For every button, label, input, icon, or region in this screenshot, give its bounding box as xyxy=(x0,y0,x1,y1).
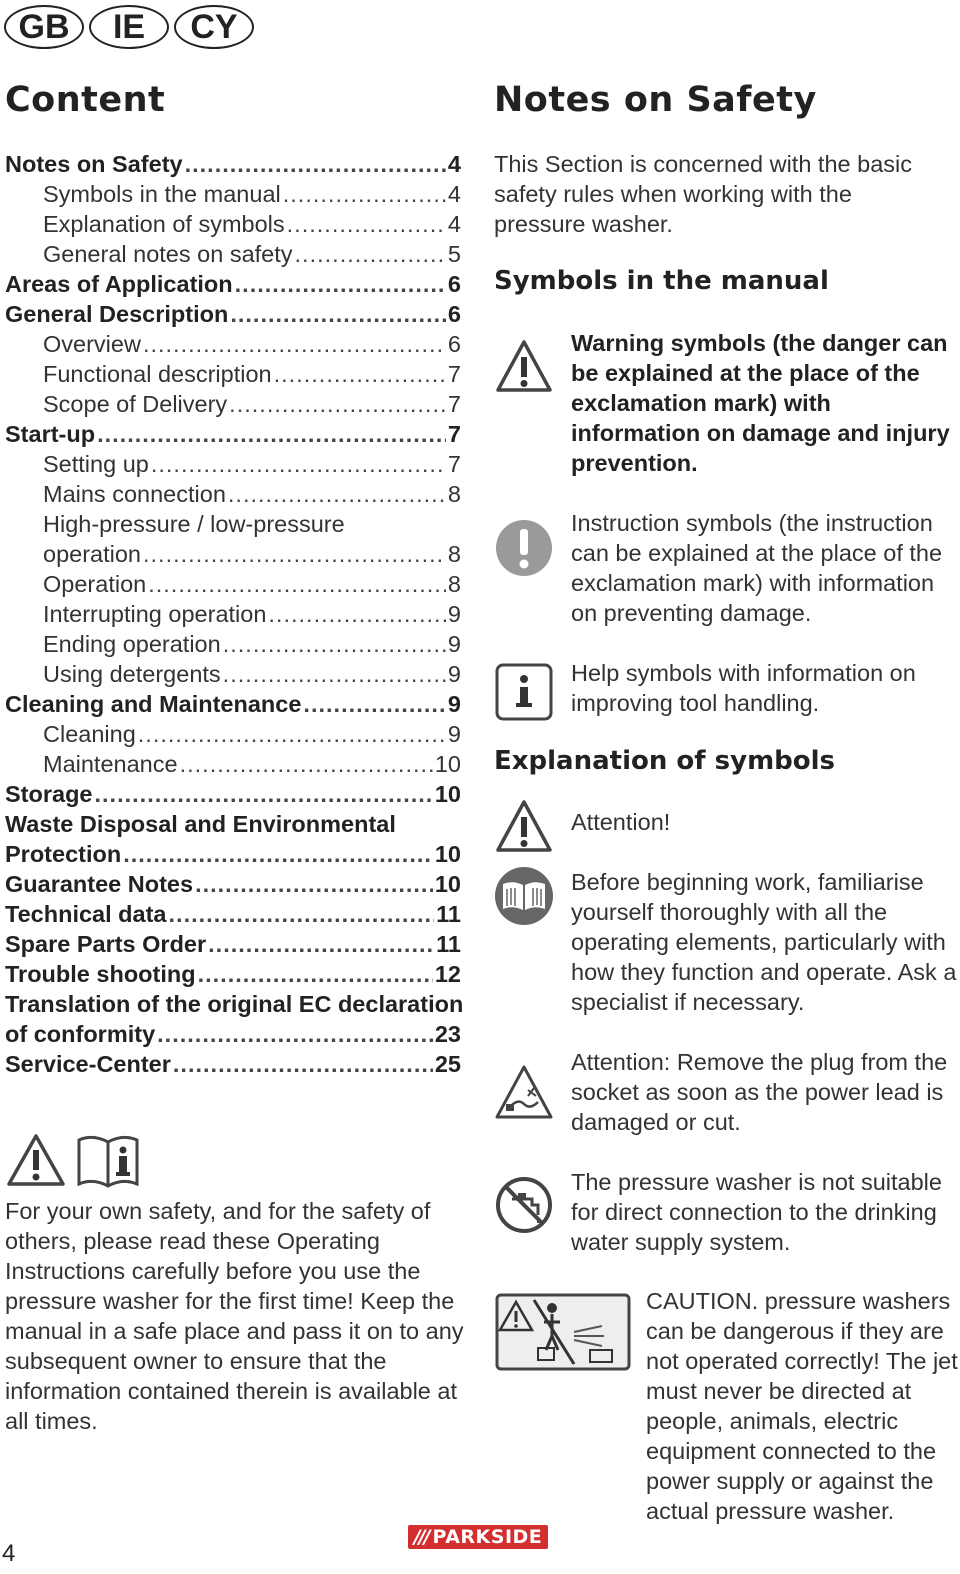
toc-entry-title: Symbols in the manual xyxy=(43,181,281,207)
toc-entry-page: 8 xyxy=(447,541,461,567)
toc-dot-leader xyxy=(143,329,446,359)
toc-entry-title: Technical data xyxy=(5,901,167,927)
toc-entry-title: Interrupting operation xyxy=(43,601,267,627)
toc-entry-title: Setting up xyxy=(43,451,149,477)
toc-dot-leader xyxy=(138,719,446,749)
toc-dot-leader xyxy=(223,659,446,689)
toc-dot-leader xyxy=(274,359,446,389)
toc-entry[interactable] xyxy=(5,629,461,659)
toc-dot-leader xyxy=(151,449,446,479)
explanation-row-caution xyxy=(494,1288,958,1524)
toc-dot-leader xyxy=(303,689,446,719)
toc-dot-leader xyxy=(185,149,446,179)
toc-entry[interactable] xyxy=(5,899,461,929)
toc-entry-title: Scope of Delivery xyxy=(43,391,228,417)
read-manual-icons xyxy=(5,1132,141,1188)
toc-entry[interactable] xyxy=(5,239,461,269)
toc-dot-leader xyxy=(208,929,434,959)
toc-entry-title: Areas of Application xyxy=(5,271,233,297)
toc-entry-title: Service-Center xyxy=(5,1051,171,1077)
toc-dot-leader xyxy=(195,869,433,899)
symbols-in-manual-heading: Symbols in the manual xyxy=(494,266,829,296)
toc-entry[interactable] xyxy=(5,989,464,1019)
toc-entry-title: Mains connection xyxy=(43,481,226,507)
toc-dot-leader xyxy=(287,209,446,239)
toc-entry-title: Protection xyxy=(5,841,122,867)
toc-dot-leader xyxy=(268,599,446,629)
toc-entry[interactable] xyxy=(5,179,461,209)
toc-entry-title: Explanation of symbols xyxy=(43,211,285,237)
language-badges xyxy=(4,5,254,49)
damaged-cable-warning-icon xyxy=(494,1062,554,1122)
toc-entry-page: 6 xyxy=(447,301,461,327)
toc-entry[interactable] xyxy=(5,1019,461,1049)
toc-entry[interactable] xyxy=(5,959,461,989)
toc-entry-title: Maintenance xyxy=(43,751,178,777)
toc-dot-leader xyxy=(97,419,446,449)
toc-entry-title: General notes on safety xyxy=(43,241,293,267)
read-manual-book-icon xyxy=(494,866,554,926)
toc-entry-page: 8 xyxy=(447,481,461,507)
toc-entry[interactable] xyxy=(5,689,461,719)
toc-entry-page: 9 xyxy=(447,691,461,717)
toc-entry-title: Translation of the original EC declaration xyxy=(5,991,464,1017)
toc-dot-leader xyxy=(148,569,446,599)
toc-entry[interactable] xyxy=(5,269,461,299)
drinking-water-text: The pressure washer is not suitable for direct connection to the drinking water supply system. xyxy=(571,1169,942,1255)
toc-entry-title: Cleaning and Maintenance xyxy=(5,691,302,717)
toc-dot-leader xyxy=(283,179,446,209)
toc-entry[interactable] xyxy=(5,209,461,239)
toc-entry-page: 11 xyxy=(436,931,461,957)
toc-entry[interactable] xyxy=(5,599,461,629)
toc-dot-leader xyxy=(295,239,446,269)
toc-entry-title: Functional description xyxy=(43,361,272,387)
toc-entry-title: operation xyxy=(43,541,141,567)
toc-entry-page: 6 xyxy=(447,271,461,297)
toc-entry-page: 7 xyxy=(447,361,461,387)
toc-entry[interactable] xyxy=(5,749,461,779)
toc-entry-title: Trouble shooting xyxy=(5,961,196,987)
toc-entry[interactable] xyxy=(5,719,461,749)
toc-dot-leader xyxy=(230,299,446,329)
toc-entry-page: 7 xyxy=(447,391,461,417)
toc-dot-leader xyxy=(95,779,433,809)
toc-dot-leader xyxy=(169,899,435,929)
symbol-row-warning xyxy=(494,330,950,476)
instruction-symbols-text: Instruction symbols (the instruction can be explained at the place of the exclamation mark) with information on preventing damage. xyxy=(571,510,943,626)
toc-entry[interactable] xyxy=(5,329,461,359)
toc-entry-page: 10 xyxy=(434,751,461,777)
language-badge-gb: GB xyxy=(4,5,84,49)
toc-entry-page: 11 xyxy=(436,901,461,927)
toc-entry-page: 4 xyxy=(447,211,461,237)
toc-entry-title: Start-up xyxy=(5,421,96,447)
toc-entry-title: High-pressure / low-pressure xyxy=(43,511,345,537)
toc-entry[interactable] xyxy=(5,929,461,959)
caution-jet-danger-icon xyxy=(494,1292,632,1372)
toc-entry-title: Operation xyxy=(43,571,147,597)
toc-dot-leader xyxy=(229,389,446,419)
toc-entry[interactable] xyxy=(5,809,461,839)
language-badge-ie: IE xyxy=(89,5,169,49)
no-drinking-water-icon xyxy=(494,1175,554,1235)
toc-dot-leader xyxy=(198,959,433,989)
toc-entry-title: Notes on Safety xyxy=(5,151,183,177)
intro-paragraph: For your own safety, and for the safety of others, please read these Operating Instructions carefully before you use the pressure washer for the first time! Keep the manual in a safe place and pass it on to any subsequent owner to ensure that the information contained therein is available at all times. xyxy=(5,1198,464,1434)
toc-dot-leader xyxy=(235,269,446,299)
toc-entry-page: 12 xyxy=(434,961,461,987)
toc-entry-page: 5 xyxy=(447,241,461,267)
explanation-row-plug xyxy=(494,1049,948,1135)
toc-entry-page: 4 xyxy=(447,151,461,177)
toc-entry-page: 10 xyxy=(434,871,461,897)
warning-triangle-icon xyxy=(5,1132,67,1188)
logo-stripes-icon: /// xyxy=(413,1526,429,1548)
toc-entry-page: 10 xyxy=(434,781,461,807)
explanation-row-attention xyxy=(494,796,671,856)
toc-entry[interactable] xyxy=(5,389,461,419)
toc-entry-title: Guarantee Notes xyxy=(5,871,194,897)
toc-entry-page: 9 xyxy=(447,721,461,747)
toc-dot-leader xyxy=(180,749,433,779)
toc-entry-page: 7 xyxy=(447,451,461,477)
safety-intro-paragraph: This Section is concerned with the basic safety rules when working with the pressure washer. xyxy=(494,151,912,237)
caution-text: CAUTION. pressure washers can be dangerous if they are not operated correctly! The jet must never be directed at people, animals, electric equipment connected to the power supply or against the actual pressure washer. xyxy=(646,1288,958,1524)
parkside-logo xyxy=(408,1525,548,1549)
toc-entry[interactable] xyxy=(5,659,461,689)
toc-entry-page: 9 xyxy=(447,601,461,627)
page-number: 4 xyxy=(2,1540,16,1567)
toc-entry[interactable] xyxy=(5,299,461,329)
toc-entry-page: 4 xyxy=(447,181,461,207)
remove-plug-text: Attention: Remove the plug from the socket as soon as the power lead is damaged or cut. xyxy=(571,1049,948,1135)
toc-entry-title: Cleaning xyxy=(43,721,136,747)
explanation-row-drinking-water xyxy=(494,1169,942,1255)
toc-entry-page: 10 xyxy=(434,841,461,867)
toc-dot-leader xyxy=(223,629,446,659)
toc-entry-page: 25 xyxy=(434,1051,461,1077)
toc-entry[interactable] xyxy=(5,569,461,599)
brand-name: PARKSIDE xyxy=(432,1526,543,1548)
warning-triangle-icon xyxy=(494,796,554,856)
language-badge-cy: CY xyxy=(174,5,254,49)
toc-entry-page: 9 xyxy=(447,631,461,657)
toc-entry-page: 6 xyxy=(447,331,461,357)
toc-entry-title: Spare Parts Order xyxy=(5,931,207,957)
toc-entry[interactable] xyxy=(5,449,461,479)
toc-entry-page: 9 xyxy=(447,661,461,687)
toc-entry[interactable] xyxy=(5,419,461,449)
toc-entry[interactable] xyxy=(5,149,461,179)
toc-dot-leader xyxy=(157,1019,433,1049)
toc-entry-title: Overview xyxy=(43,331,141,357)
toc-dot-leader xyxy=(123,839,433,869)
attention-text: Attention! xyxy=(571,809,671,835)
toc-entry-title: Waste Disposal and Environmental xyxy=(5,811,396,837)
toc-entry-title: Storage xyxy=(5,781,93,807)
symbol-row-instruction xyxy=(494,510,943,626)
read-manual-text: Before beginning work, familiarise yourself thoroughly with all the operating elements, particularly with how they function and operate. Ask a specialist if necessary. xyxy=(571,869,957,1015)
toc-entry-title: Using detergents xyxy=(43,661,221,687)
table-of-contents xyxy=(5,149,464,1079)
exclamation-circle-icon xyxy=(494,518,554,578)
toc-entry[interactable] xyxy=(5,479,461,509)
toc-entry-title: Ending operation xyxy=(43,631,221,657)
toc-entry[interactable] xyxy=(5,509,461,539)
toc-entry[interactable] xyxy=(5,359,461,389)
symbol-row-help xyxy=(494,660,916,722)
toc-dot-leader xyxy=(228,479,446,509)
toc-entry[interactable] xyxy=(5,1049,461,1079)
toc-entry[interactable] xyxy=(5,539,461,569)
warning-triangle-icon xyxy=(494,336,554,396)
toc-entry[interactable] xyxy=(5,869,461,899)
toc-dot-leader xyxy=(143,539,446,569)
content-heading: Content xyxy=(5,80,166,120)
explanation-row-read-manual xyxy=(494,866,957,1015)
toc-entry-page: 7 xyxy=(447,421,461,447)
info-box-icon xyxy=(494,662,554,722)
toc-entry-page: 8 xyxy=(447,571,461,597)
explanation-of-symbols-heading: Explanation of symbols xyxy=(494,746,836,776)
toc-entry-page: 23 xyxy=(434,1021,461,1047)
warning-symbols-text: Warning symbols (the danger can be explained at the place of the exclamation mark) with information on damage and injury prevention. xyxy=(571,330,950,476)
toc-dot-leader xyxy=(173,1049,433,1079)
toc-entry[interactable] xyxy=(5,779,461,809)
notes-on-safety-heading: Notes on Safety xyxy=(494,80,817,120)
book-info-icon xyxy=(75,1132,141,1188)
toc-entry-title: General Description xyxy=(5,301,229,327)
help-symbols-text: Help symbols with information on improving tool handling. xyxy=(571,660,916,716)
toc-entry[interactable] xyxy=(5,839,461,869)
toc-entry-title: of conformity xyxy=(5,1021,156,1047)
